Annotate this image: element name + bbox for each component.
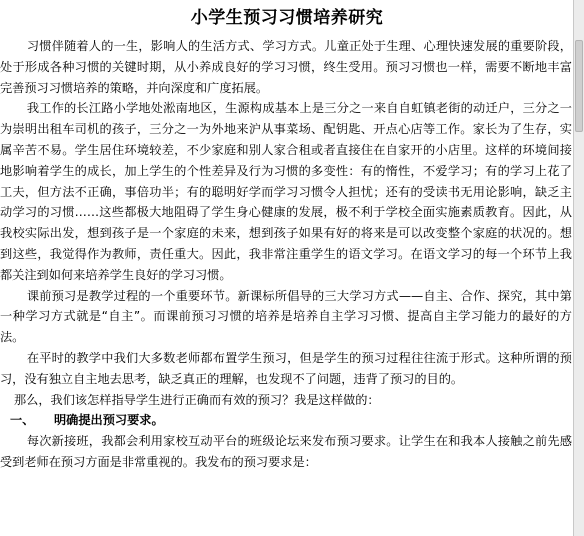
- paragraph-6: 每次新接班，我都会利用家校互动平台的班级论坛来发布预习要求。让学生在和我本人接触之前先感受到老师在预习方面是非常重视的。我发布的预习要求是：: [0, 434, 572, 469]
- section-heading-text: 明确提出预习要求。: [54, 413, 164, 428]
- paragraph-5: 那么，我们该怎样指导学生进行正确而有效的预习？我是这样做的：: [14, 392, 380, 407]
- section-number: 一、: [10, 413, 35, 428]
- vertical-scrollbar[interactable]: [573, 0, 584, 536]
- scrollbar-thumb[interactable]: [575, 40, 583, 132]
- document-body: [0, 36, 572, 473]
- paragraph-4: 在平时的教学中我们大多数老师都布置学生预习，但是学生的预习过程往往流于形式。这种所谓的预习，没有独立自主地去思考，缺乏真正的理解，也发现不了问题，违背了预习的目的。: [0, 350, 572, 386]
- document-title: 小学生预习习惯培养研究: [190, 8, 384, 28]
- paragraph-1: 习惯伴随着人的一生，影响人的生活方式、学习方式。儿童正处于生理、心理快速发展的重要阶段，处于形成各种习惯的关键时期，从小养成良好的学习习惯，终生受用。预习习惯也一样，需要不断地丰富完善预习习惯培养的策略，并向深度和广度拓展。: [0, 39, 572, 95]
- paragraph-3: 课前预习是教学过程的一个重要环节。新课标所倡导的三大学习方式——自主、合作、探究，其中第一种学习方式就是“自主”。而课前预习习惯的培养是培养自主学习习惯、提高自主学习能力的最好的方法。: [0, 288, 572, 345]
- section-heading: [0, 410, 572, 431]
- paragraph-2: 我工作的长江路小学地处淞南地区，生源构成基本上是三分之一来自自虹镇老街的动迁户，三分之一为崇明出租车司机的孩子，三分之一为外地来沪从事菜场、配钥匙、开点心店等工作。家长为了生存，实属辛苦不易。学生居住环境较差，不少家庭和别人家合租或者直接住在自家开的小店里。这样的环境间接地影响着学生的成长，加上学生的个性差异及行为习惯的多变性：有的惰性，不爱学习；有的学习上花了工夫，但方法不正确，事倍功半；有的聪明好学而学习习惯令人担忧；还有的受读书无用论影响，缺乏主动学习的习惯……这些都极大地阻碍了学生身心健康的发展，极不利于学校全面实施素质教育。因此，从我校实际出发，想到孩子是一个家庭的未来，想到孩子如果有好的将来是可以改变整个家庭的状况的。想到这些，我觉得作为教师，责任重大。因此，我非常注重学生的语文学习。在语文学习的每一个环节上我都关注到如何来培养学生良好的学习习惯。: [0, 101, 572, 282]
